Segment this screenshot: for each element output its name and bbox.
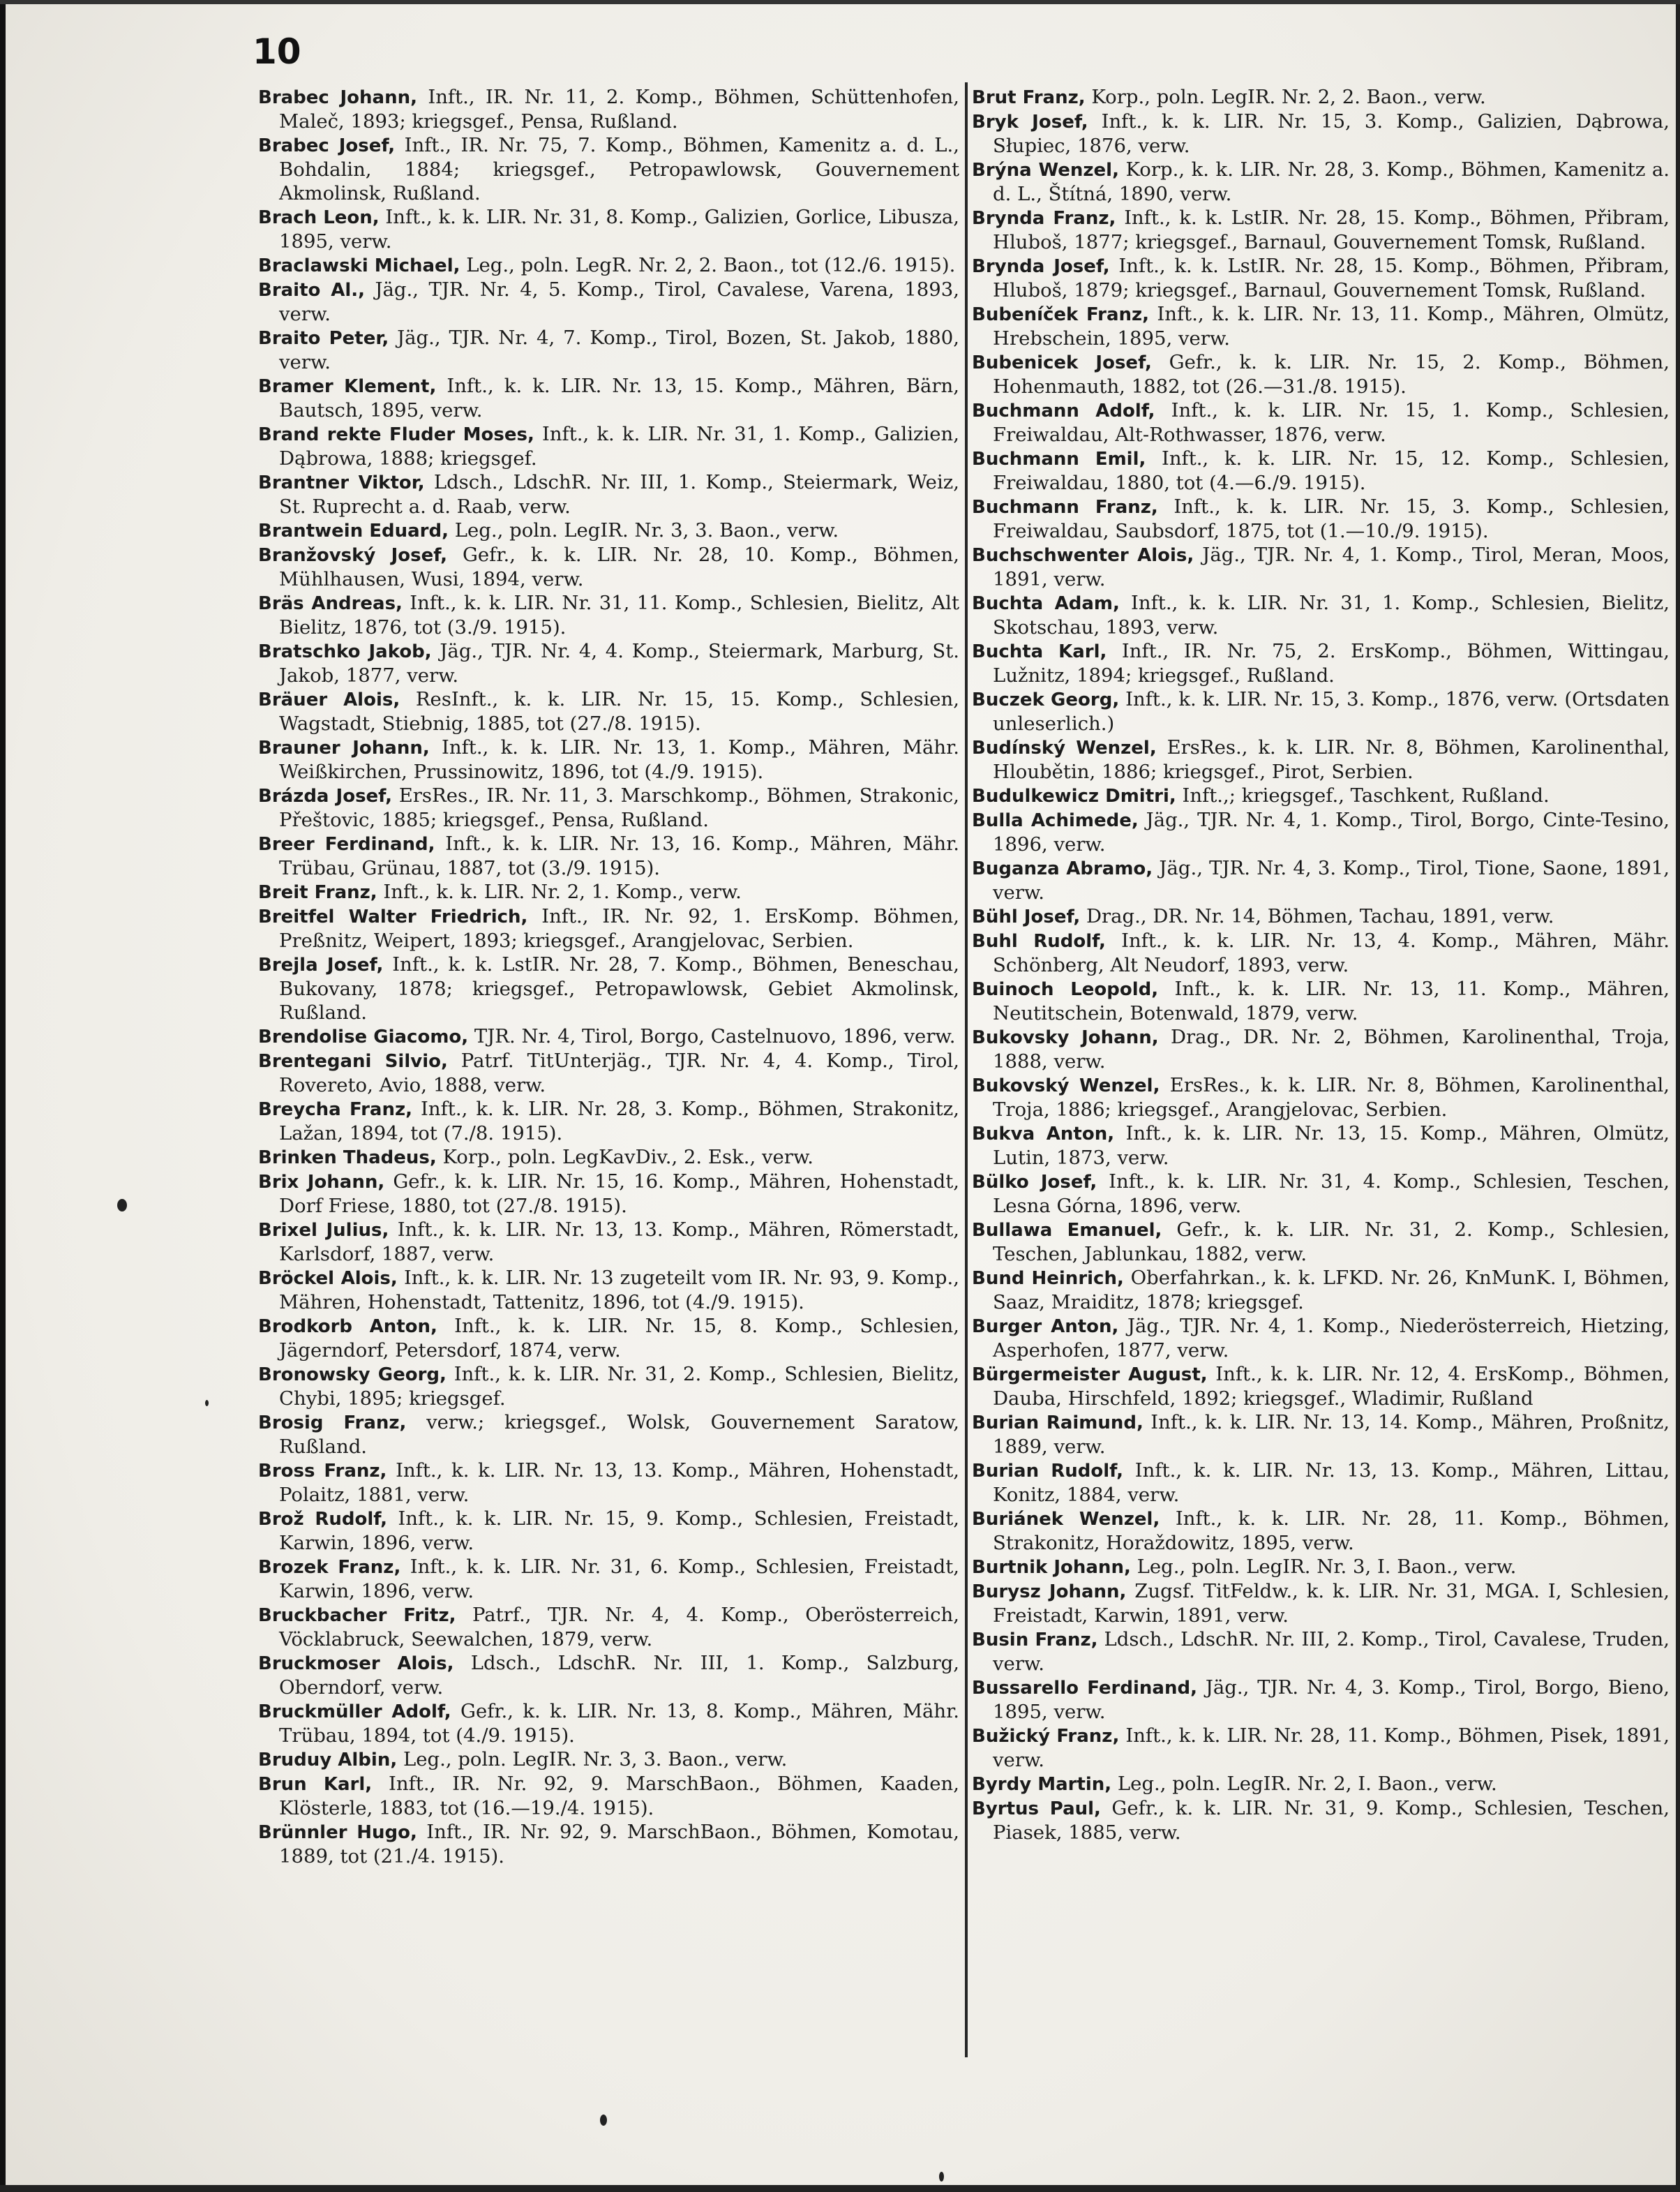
register-entry xyxy=(258,1362,959,1410)
register-entry xyxy=(972,736,1670,784)
entry-surname: Brauner Johann, xyxy=(258,738,430,759)
entry-details: Inft., k. k. LIR. Nr. 28, 11. Komp., Böhmen, Strakonitz, Horaždowitz, 1895, verw. xyxy=(993,1507,1670,1554)
entry-surname: Braclawski Michael, xyxy=(258,255,460,276)
register-entry xyxy=(972,110,1670,158)
entry-details: Gefr., k. k. LIR. Nr. 15, 2. Komp., Böhmen, Hohenmauth, 1882, tot (26.—31./8. 1915). xyxy=(993,351,1670,398)
register-entry xyxy=(972,1218,1670,1266)
entry-details: Inft., k. k. LIR. Nr. 2, 1. Komp., verw. xyxy=(377,881,742,903)
register-entry xyxy=(258,1555,959,1603)
register-entry xyxy=(972,1314,1670,1362)
entry-surname: Buchmann Adolf, xyxy=(972,401,1155,422)
register-entry xyxy=(972,784,1670,808)
entry-details: Inft., k. k. LIR. Nr. 13, 13. Komp., Mähren, Hohenstadt, Polaitz, 1881, verw. xyxy=(279,1459,959,1506)
entry-surname: Breit Franz, xyxy=(258,882,377,903)
register-entry xyxy=(972,1025,1670,1073)
entry-details: Gefr., k. k. LIR. Nr. 31, 2. Komp., Schlesien, Teschen, Jablunkau, 1882, verw. xyxy=(993,1218,1670,1265)
register-entry xyxy=(972,591,1670,639)
entry-surname: Brach Leon, xyxy=(258,207,380,228)
entry-details: Jäg., TJR. Nr. 4, 7. Komp., Tirol, Bozen, St. Jakob, 1880, verw. xyxy=(279,327,960,373)
entry-details: ResInft., k. k. LIR. Nr. 15, 15. Komp., Schlesien, Wagstadt, Stiebnig, 1885, tot (27./8. 1915). xyxy=(279,688,959,735)
entry-details: Inft.,; kriegsgef., Taschkent, Rußland. xyxy=(1176,784,1550,807)
register-entry xyxy=(258,832,959,880)
scan-edge-top xyxy=(0,0,1680,4)
register-entry xyxy=(258,278,959,326)
entry-surname: Brož Rudolf, xyxy=(258,1509,388,1530)
entry-surname: Bulla Achimede, xyxy=(972,810,1139,831)
entry-surname: Brozek Franz, xyxy=(258,1557,401,1578)
left-column xyxy=(258,85,959,1868)
entry-surname: Brynda Josef, xyxy=(972,256,1110,277)
entry-surname: Buchschwenter Alois, xyxy=(972,545,1194,566)
entry-details: Inft., k. k. LIR. Nr. 15, 1. Komp., Schlesien, Freiwaldau, Alt-Rothwasser, 1876, verw. xyxy=(993,399,1670,446)
register-entry xyxy=(258,1097,959,1145)
entry-details: Drag., DR. Nr. 14, Böhmen, Tachau, 1891, verw. xyxy=(1080,905,1554,927)
register-entry xyxy=(258,1747,959,1772)
register-entry xyxy=(972,206,1670,254)
entry-surname: Braito Peter, xyxy=(258,328,389,349)
entry-surname: Brun Karl, xyxy=(258,1774,373,1795)
entry-details: ErsRes., k. k. LIR. Nr. 8, Böhmen, Karolinenthal, Troja, 1886; kriegsgef., Arangjelovac, Serbien. xyxy=(993,1074,1670,1121)
entry-details: Leg., poln. LegIR. Nr. 3, 3. Baon., verw. xyxy=(397,1748,788,1770)
ink-speck xyxy=(600,2115,607,2126)
entry-surname: Brix Johann, xyxy=(258,1172,385,1193)
entry-details: Jäg., TJR. Nr. 4, 3. Komp., Tirol, Borgo, Bieno, 1895, verw. xyxy=(993,1676,1670,1723)
entry-surname: Buchmann Emil, xyxy=(972,449,1146,470)
entry-surname: Buinoch Leopold, xyxy=(972,979,1159,1000)
entry-details: verw.; kriegsgef., Wolsk, Gouvernement Saratow, Rußland. xyxy=(279,1411,959,1458)
entry-surname: Brosig Franz, xyxy=(258,1412,407,1433)
entry-surname: Bruduy Albin, xyxy=(258,1750,398,1770)
entry-surname: Brýna Wenzel, xyxy=(972,160,1119,181)
register-entry xyxy=(972,977,1670,1025)
entry-details: Ldsch., LdschR. Nr. III, 2. Komp., Tirol, Cavalese, Truden, verw. xyxy=(993,1628,1670,1675)
register-entry xyxy=(258,205,959,253)
entry-surname: Brejla Josef, xyxy=(258,955,384,976)
entry-details: Inft., k. k. LIR. Nr. 13, 15. Komp., Mähren, Bärn, Bautsch, 1895, verw. xyxy=(279,375,959,422)
entry-surname: Byrtus Paul, xyxy=(972,1798,1101,1819)
ink-speck xyxy=(205,1400,209,1406)
entry-surname: Byrdy Martin, xyxy=(972,1774,1112,1795)
entry-details: Oberfahrkan., k. k. LFKD. Nr. 26, KnMunK. I, Böhmen, Saaz, Mraiditz, 1878; kriegsgef. xyxy=(993,1267,1670,1313)
register-entry xyxy=(258,326,959,374)
register-entry xyxy=(972,1772,1670,1796)
entry-surname: Bülko Josef, xyxy=(972,1172,1097,1193)
entry-surname: Burian Rudolf, xyxy=(972,1461,1123,1482)
entry-details: Korp., poln. LegKavDiv., 2. Esk., verw. xyxy=(436,1146,813,1168)
register-entry xyxy=(972,929,1670,977)
page-number: 10 xyxy=(253,31,301,72)
register-entry xyxy=(258,639,959,687)
register-entry xyxy=(258,543,959,591)
entry-details: Ldsch., LdschR. Nr. III, 1. Komp., Salzburg, Oberndorf, verw. xyxy=(279,1652,959,1699)
entry-details: Inft., k. k. LstIR. Nr. 28, 7. Komp., Böhmen, Beneschau, Bukovany, 1878; kriegsgef., Petropawlowsk, Gebiet Akmolinsk, Rußland. xyxy=(279,953,959,1024)
register-entry xyxy=(972,254,1670,302)
register-entry xyxy=(972,1410,1670,1459)
entry-details: Inft., k. k. LIR. Nr. 15, 9. Komp., Schlesien, Freistadt, Karwin, 1896, verw. xyxy=(279,1507,959,1554)
entry-details: Inft., k. k. LIR. Nr. 31, 2. Komp., Schlesien, Bielitz, Chybi, 1895; kriegsgef. xyxy=(279,1363,959,1410)
entry-surname: Buczek Georg, xyxy=(972,689,1120,710)
register-entry xyxy=(258,1218,959,1266)
register-entry xyxy=(258,374,959,422)
entry-details: Inft., IR. Nr. 92, 1. ErsKomp. Böhmen, Preßnitz, Weipert, 1893; kriegsgef., Arangjelovac, Serbien. xyxy=(279,905,959,952)
entry-surname: Buganza Abramo, xyxy=(972,858,1153,879)
entry-surname: Busin Franz, xyxy=(972,1630,1098,1650)
entry-details: Jäg., TJR. Nr. 4, 4. Komp., Steiermark, Marburg, St. Jakob, 1877, verw. xyxy=(279,640,959,687)
entry-surname: Brixel Julius, xyxy=(258,1220,389,1241)
register-entry xyxy=(972,808,1670,856)
entry-surname: Buhl Rudolf, xyxy=(972,931,1106,952)
register-entry xyxy=(972,302,1670,350)
entry-surname: Bukovsky Johann, xyxy=(972,1027,1159,1048)
entry-details: Inft., k. k. LIR. Nr. 31, 11. Komp., Schlesien, Bielitz, Alt Bielitz, 1876, tot (3./9. 1915). xyxy=(279,592,959,639)
register-entry xyxy=(258,1651,959,1699)
entry-details: Leg., poln. LegIR. Nr. 3, 3. Baon., verw. xyxy=(449,519,839,542)
entry-details: Inft., k. k. LIR. Nr. 31, 1. Komp., Galizien, Dąbrowa, 1888; kriegsgef. xyxy=(279,423,960,470)
entry-surname: Bullawa Emanuel, xyxy=(972,1220,1162,1241)
register-entry xyxy=(972,904,1670,929)
entry-surname: Buchta Karl, xyxy=(972,641,1107,662)
entry-details: ErsRes., IR. Nr. 11, 3. Marschkomp., Böhmen, Strakonic, Přeštovic, 1885; kriegsgef., Pensa, Rußland. xyxy=(279,784,959,831)
register-entry xyxy=(258,736,959,784)
register-entry xyxy=(258,422,959,470)
entry-surname: Bruckbacher Fritz, xyxy=(258,1605,456,1626)
entry-details: Ldsch., LdschR. Nr. III, 1. Komp., Steiermark, Weiz, St. Ruprecht a. d. Raab, verw. xyxy=(279,471,959,518)
entry-details: Inft., k. k. LIR. Nr. 13, 15. Komp., Mähren, Olmütz, Lutin, 1873, verw. xyxy=(993,1122,1670,1169)
entry-details: Inft., IR. Nr. 75, 2. ErsKomp., Böhmen, Wittingau, Lužnitz, 1894; kriegsgef., Rußland. xyxy=(993,640,1670,687)
entry-details: Inft., k. k. LIR. Nr. 13, 4. Komp., Mähren, Mähr. Schönberg, Alt Neudorf, 1893, verw. xyxy=(993,930,1670,976)
entry-details: Inft., k. k. LstIR. Nr. 28, 15. Komp., Böhmen, Přibram, Hluboš, 1877; kriegsgef., Barnaul, Gouvernement Tomsk, Rußland. xyxy=(993,207,1670,253)
entry-details: Inft., k. k. LIR. Nr. 31, 1. Komp., Schlesien, Bielitz, Skotschau, 1893, verw. xyxy=(993,592,1670,639)
entry-details: Inft., k. k. LIR. Nr. 13 zugeteilt vom IR. Nr. 93, 9. Komp., Mähren, Hohenstadt, Tattenitz, 1896, tot (4./9. 1915). xyxy=(279,1267,959,1313)
entry-surname: Brodkorb Anton, xyxy=(258,1316,437,1337)
register-entry xyxy=(972,398,1670,447)
register-entry xyxy=(258,1459,959,1507)
entry-details: Inft., k. k. LIR. Nr. 13, 16. Komp., Mähren, Mähr. Trübau, Grünau, 1887, tot (3./9. 1915). xyxy=(279,833,959,879)
entry-details: Inft., k. k. LIR. Nr. 15, 8. Komp., Schlesien, Jägerndorf, Petersdorf, 1874, verw. xyxy=(279,1315,959,1362)
register-entry xyxy=(972,1121,1670,1170)
entry-details: Korp., k. k. LIR. Nr. 28, 3. Komp., Böhmen, Kamenitz a. d. L., Štítná, 1890, verw. xyxy=(993,158,1670,205)
register-entry xyxy=(972,639,1670,687)
entry-details: Gefr., k. k. LIR. Nr. 15, 16. Komp., Mähren, Hohenstadt, Dorf Friese, 1880, tot (27./8. 1915). xyxy=(279,1170,959,1217)
entry-details: Inft., k. k. LIR. Nr. 13, 1. Komp., Mähren, Mähr. Weißkirchen, Prussinowitz, 1896, tot (4./9. 1915). xyxy=(279,736,959,783)
entry-surname: Brantner Viktor, xyxy=(258,472,425,493)
entry-surname: Breer Ferdinand, xyxy=(258,834,435,855)
scan-edge-left xyxy=(0,0,6,2192)
register-entry xyxy=(258,1507,959,1555)
register-entry xyxy=(258,133,959,205)
scan-edge-right xyxy=(1676,0,1680,2192)
entry-details: Inft., k. k. LIR. Nr. 31, 8. Komp., Galizien, Gorlice, Libusza, 1895, verw. xyxy=(279,206,959,253)
entry-surname: Bussarello Ferdinand, xyxy=(972,1678,1197,1699)
entry-details: TJR. Nr. 4, Tirol, Borgo, Castelnuovo, 1896, verw. xyxy=(468,1025,956,1047)
register-entry xyxy=(972,1507,1670,1555)
entry-details: Jäg., TJR. Nr. 4, 1. Komp., Tirol, Borgo, Cinte-Tesino, 1896, verw. xyxy=(993,809,1670,856)
entry-surname: Burian Raimund, xyxy=(972,1412,1143,1433)
register-entry xyxy=(972,856,1670,904)
register-entry xyxy=(258,904,959,953)
register-entry xyxy=(258,253,959,278)
entry-details: Gefr., k. k. LIR. Nr. 31, 9. Komp., Schlesien, Teschen, Piasek, 1885, verw. xyxy=(993,1797,1670,1844)
register-entry xyxy=(258,470,959,519)
register-entry xyxy=(258,784,959,832)
scan-edge-bottom xyxy=(0,2185,1680,2192)
entry-surname: Bratschko Jakob, xyxy=(258,641,432,662)
register-entry xyxy=(972,687,1670,736)
entry-details: Patrf. TitUnterjäg., TJR. Nr. 4, 4. Komp., Tirol, Rovereto, Avio, 1888, verw. xyxy=(279,1050,959,1096)
register-entry xyxy=(258,953,959,1024)
entry-surname: Bühl Josef, xyxy=(972,907,1081,927)
register-entry xyxy=(258,85,959,133)
entry-surname: Budínský Wenzel, xyxy=(972,738,1157,759)
entry-surname: Brinken Thadeus, xyxy=(258,1147,437,1168)
entry-surname: Brabec Johann, xyxy=(258,87,417,108)
entry-details: Jäg., TJR. Nr. 4, 5. Komp., Tirol, Cavalese, Varena, 1893, verw. xyxy=(279,278,959,325)
entry-surname: Burger Anton, xyxy=(972,1316,1119,1337)
entry-details: Inft., k. k. LIR. Nr. 13, 13. Komp., Mähren, Littau, Konitz, 1884, verw. xyxy=(993,1459,1670,1506)
register-entry xyxy=(972,1073,1670,1121)
entry-details: Leg., poln. LegIR. Nr. 3, I. Baon., verw. xyxy=(1130,1556,1517,1578)
register-entry xyxy=(258,519,959,543)
entry-details: Inft., k. k. LIR. Nr. 15, 3. Komp., 1876, verw. (Ortsdaten unleserlich.) xyxy=(993,688,1670,735)
entry-details: Korp., poln. LegIR. Nr. 2, 2. Baon., verw. xyxy=(1085,86,1486,108)
entry-surname: Bräs Andreas, xyxy=(258,593,403,614)
entry-surname: Brand rekte Fluder Moses, xyxy=(258,424,534,445)
register-entry xyxy=(972,85,1670,110)
entry-details: Jäg., TJR. Nr. 4, 1. Komp., Tirol, Meran, Moos, 1891, verw. xyxy=(993,544,1670,590)
entry-surname: Bramer Klement, xyxy=(258,376,437,397)
entry-details: Inft., k. k. LIR. Nr. 31, 4. Komp., Schlesien, Teschen, Lesna Górna, 1896, verw. xyxy=(993,1170,1670,1217)
entry-surname: Burtnik Johann, xyxy=(972,1557,1131,1578)
entry-surname: Bruckmoser Alois, xyxy=(258,1653,454,1674)
entry-details: Inft., IR. Nr. 11, 2. Komp., Böhmen, Schüttenhofen, Maleč, 1893; kriegsgef., Pensa, Rußland. xyxy=(279,86,959,133)
register-entry xyxy=(258,880,959,904)
entry-surname: Bubenicek Josef, xyxy=(972,352,1152,373)
register-entry xyxy=(972,1676,1670,1724)
entry-details: Inft., k. k. LstIR. Nr. 28, 15. Komp., Böhmen, Přibram, Hluboš, 1879; kriegsgef., Barnaul, Gouvernement Tomsk, Rußland. xyxy=(993,255,1670,301)
entry-surname: Bukovský Wenzel, xyxy=(972,1075,1160,1096)
register-entry xyxy=(258,1049,959,1097)
entry-surname: Breycha Franz, xyxy=(258,1099,413,1120)
register-entry xyxy=(972,158,1670,206)
entry-surname: Braito Al., xyxy=(258,280,365,301)
register-entry xyxy=(972,1796,1670,1844)
register-entry xyxy=(972,350,1670,398)
register-entry xyxy=(972,1362,1670,1410)
register-entry xyxy=(972,1266,1670,1314)
entry-details: Drag., DR. Nr. 2, Böhmen, Karolinenthal, Troja, 1888, verw. xyxy=(993,1026,1670,1073)
entry-details: Gefr., k. k. LIR. Nr. 13, 8. Komp., Mähren, Mähr. Trübau, 1894, tot (4./9. 1915). xyxy=(279,1700,959,1747)
entry-surname: Bund Heinrich, xyxy=(972,1268,1124,1289)
entry-surname: Brázda Josef, xyxy=(258,786,392,807)
register-entry xyxy=(258,1024,959,1049)
register-entry xyxy=(258,1772,959,1820)
register-entry xyxy=(972,1627,1670,1676)
entry-details: Inft., k. k. LIR. Nr. 13, 13. Komp., Mähren, Römerstadt, Karlsdorf, 1887, verw. xyxy=(279,1218,959,1265)
entry-surname: Bukva Anton, xyxy=(972,1124,1115,1145)
register-entry xyxy=(972,1170,1670,1218)
entry-surname: Bryk Josef, xyxy=(972,112,1088,133)
entry-details: Inft., k. k. LIR. Nr. 13, 11. Komp., Mähren, Olmütz, Hrebschein, 1895, verw. xyxy=(993,303,1670,350)
entry-details: Inft., k. k. LIR. Nr. 15, 3. Komp., Galizien, Dąbrowa, Słupiec, 1876, verw. xyxy=(993,110,1670,157)
register-entry xyxy=(258,1314,959,1362)
entry-surname: Budulkewicz Dmitri, xyxy=(972,786,1176,807)
entry-surname: Bräuer Alois, xyxy=(258,689,400,710)
entry-details: Inft., k. k. LIR. Nr. 28, 3. Komp., Böhmen, Strakonitz, Lažan, 1894, tot (7./8. 1915). xyxy=(279,1098,959,1145)
entry-surname: Brantwein Eduard, xyxy=(258,521,449,542)
entry-surname: Buchmann Franz, xyxy=(972,497,1158,518)
entry-surname: Burysz Johann, xyxy=(972,1581,1127,1602)
column-divider xyxy=(965,82,968,2057)
entry-surname: Breitfel Walter Friedrich, xyxy=(258,907,528,927)
entry-surname: Brendolise Giacomo, xyxy=(258,1027,469,1047)
entry-details: Inft., IR. Nr. 92, 9. MarschBaon., Böhmen, Komotau, 1889, tot (21./4. 1915). xyxy=(279,1821,959,1867)
register-entry xyxy=(258,1699,959,1747)
register-entry xyxy=(972,495,1670,543)
register-entry xyxy=(972,1555,1670,1579)
entry-surname: Branžovský Josef, xyxy=(258,545,448,566)
register-entry xyxy=(258,1266,959,1314)
entry-details: Gefr., k. k. LIR. Nr. 28, 10. Komp., Böhmen, Mühlhausen, Wusi, 1894, verw. xyxy=(279,544,959,590)
entry-details: Inft., k. k. LIR. Nr. 15, 3. Komp., Schlesien, Freiwaldau, Saubsdorf, 1875, tot (1.—10./9. 1915). xyxy=(993,495,1670,542)
entry-details: Inft., k. k. LIR. Nr. 12, 4. ErsKomp., Böhmen, Dauba, Hirschfeld, 1892; kriegsgef., Wladimir, Rußland xyxy=(993,1363,1670,1410)
entry-surname: Bubeníček Franz, xyxy=(972,304,1150,325)
entry-details: Leg., poln. LegIR. Nr. 2, I. Baon., verw. xyxy=(1111,1773,1497,1795)
entry-details: Jäg., TJR. Nr. 4, 1. Komp., Niederösterreich, Hietzing, Asperhofen, 1877, verw. xyxy=(993,1315,1670,1362)
right-column xyxy=(972,85,1670,1844)
entry-details: Leg., poln. LegR. Nr. 2, 2. Baon., tot (12./6. 1915). xyxy=(460,254,956,276)
register-entry xyxy=(972,1579,1670,1627)
entry-surname: Brut Franz, xyxy=(972,87,1086,108)
entry-surname: Brabec Josef, xyxy=(258,135,396,156)
register-entry xyxy=(258,1145,959,1170)
entry-details: ErsRes., k. k. LIR. Nr. 8, Böhmen, Karolinenthal, Hloubětin, 1886; kriegsgef., Pirot, Serbien. xyxy=(993,736,1670,783)
register-entry xyxy=(258,1603,959,1651)
entry-surname: Buchta Adam, xyxy=(972,593,1120,614)
entry-surname: Buriánek Wenzel, xyxy=(972,1509,1160,1530)
register-entry xyxy=(258,1820,959,1868)
register-entry xyxy=(972,447,1670,495)
entry-details: Zugsf. TitFeldw., k. k. LIR. Nr. 31, MGA. I, Schlesien, Freistadt, Karwin, 1891, verw. xyxy=(993,1580,1670,1627)
register-entry xyxy=(972,1459,1670,1507)
entry-details: Jäg., TJR. Nr. 4, 3. Komp., Tirol, Tione, Saone, 1891, verw. xyxy=(993,857,1670,904)
register-entry xyxy=(258,687,959,736)
ink-speck xyxy=(939,2172,944,2182)
entry-details: Inft., k. k. LIR. Nr. 13, 14. Komp., Mähren, Proßnitz, 1889, verw. xyxy=(993,1411,1670,1458)
register-entry xyxy=(258,1410,959,1459)
register-entry xyxy=(972,543,1670,591)
register-entry xyxy=(972,1724,1670,1772)
entry-details: Inft., k. k. LIR. Nr. 31, 6. Komp., Schlesien, Freistadt, Karwin, 1896, verw. xyxy=(279,1556,959,1602)
entry-details: Inft., k. k. LIR. Nr. 13, 11. Komp., Mähren, Neutitschein, Botenwald, 1879, verw. xyxy=(993,978,1670,1024)
entry-surname: Brynda Franz, xyxy=(972,208,1116,229)
entry-surname: Brentegani Silvio, xyxy=(258,1051,448,1072)
entry-surname: Bross Franz, xyxy=(258,1461,387,1482)
entry-details: Patrf., TJR. Nr. 4, 4. Komp., Oberösterreich, Vöcklabruck, Seewalchen, 1879, verw. xyxy=(279,1604,959,1650)
entry-details: Inft., IR. Nr. 75, 7. Komp., Böhmen, Kamenitz a. d. L., Bohdalin, 1884; kriegsgef., Petropawlowsk, Gouvernement Akmolinsk, Rußland. xyxy=(279,134,959,204)
register-entry xyxy=(258,1170,959,1218)
entry-surname: Bužický Franz, xyxy=(972,1726,1120,1747)
ink-speck xyxy=(117,1199,127,1211)
entry-details: Inft., k. k. LIR. Nr. 15, 12. Komp., Schlesien, Freiwaldau, 1880, tot (4.—6./9. 1915). xyxy=(993,447,1670,494)
entry-surname: Bürgermeister August, xyxy=(972,1364,1208,1385)
entry-details: Inft., IR. Nr. 92, 9. MarschBaon., Böhmen, Kaaden, Klösterle, 1883, tot (16.—19./4. 1915). xyxy=(279,1773,960,1819)
register-entry xyxy=(258,591,959,639)
entry-surname: Bruckmüller Adolf, xyxy=(258,1701,451,1722)
entry-surname: Bronowsky Georg, xyxy=(258,1364,447,1385)
entry-details: Inft., k. k. LIR. Nr. 28, 11. Komp., Böhmen, Pisek, 1891, verw. xyxy=(993,1724,1670,1771)
entry-surname: Bröckel Alois, xyxy=(258,1268,398,1289)
entry-surname: Brünnler Hugo, xyxy=(258,1822,417,1843)
